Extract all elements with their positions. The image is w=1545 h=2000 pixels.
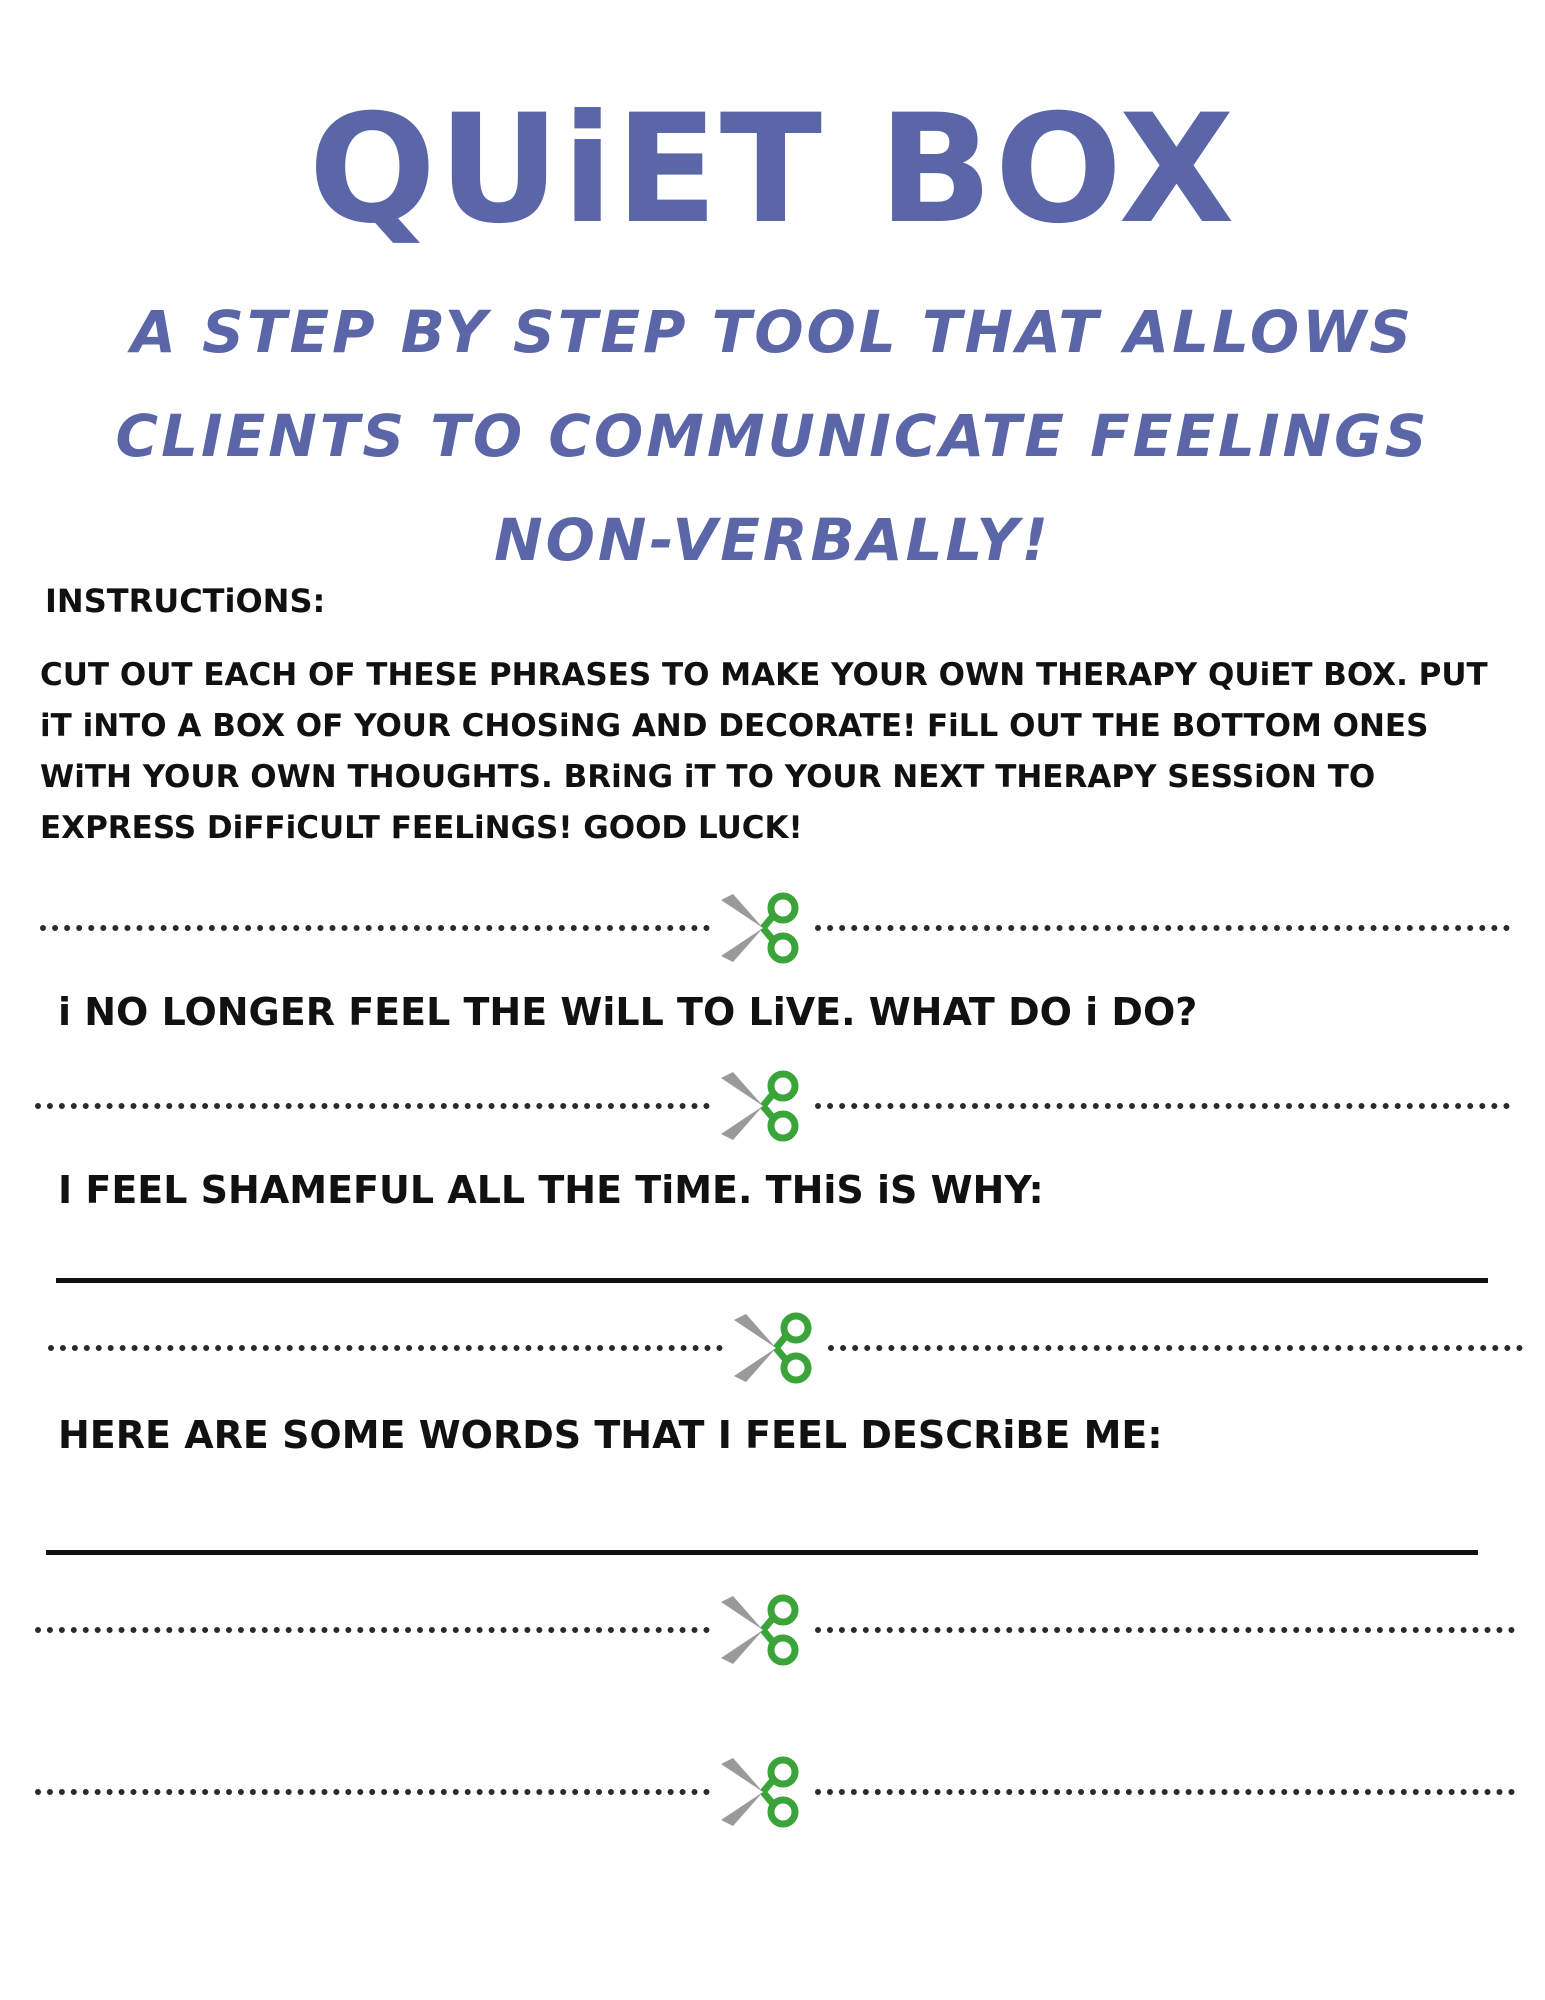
cut-line [35,1752,1515,1832]
cut-line [48,1308,1523,1388]
prompt-2: I FEEL SHAMEFUL ALL THE TiME. THiS iS WHY: [58,1168,1044,1212]
page-subtitle: A STEP BY STEP TOOL THAT ALLOWS CLIENTS TO COMMUNICATE FEELINGS NON-VERBALLY! [115,298,1430,574]
page-title: QUiET BOX [308,83,1237,257]
prompt-3: HERE ARE SOME WORDS THAT I FEEL DESCRiBE ME: [58,1413,1163,1457]
cut-line [35,1066,1510,1146]
instructions-heading: INSTRUCTiONS: [45,582,326,620]
cut-line [40,888,1510,968]
prompt-1: i NO LONGER FEEL THE WiLL TO LiVE. WHAT DO i DO? [58,990,1198,1034]
write-in-line[interactable] [56,1278,1488,1283]
scissors-icon [728,1308,824,1388]
write-in-line[interactable] [46,1550,1478,1555]
scissors-icon [715,1066,811,1146]
scissors-icon [715,888,811,968]
scissors-icon [715,1752,811,1832]
cut-line [35,1590,1515,1670]
scissors-icon [715,1590,811,1670]
instructions-body: CUT OUT EACH OF THESE PHRASES TO MAKE YOUR OWN THERAPY QUiET BOX. PUT iT iNTO A BOX OF YOUR CHOSiNG AND DECORATE! FiLL OUT THE BOTTOM ONES WiTH YOUR OWN THOUGHTS. BRiNG iT TO YOUR NEXT THERAPY SESSiON TO EXPRESS DiFFiCULT FEELiNGS! GOOD LUCK! [40,657,1488,846]
